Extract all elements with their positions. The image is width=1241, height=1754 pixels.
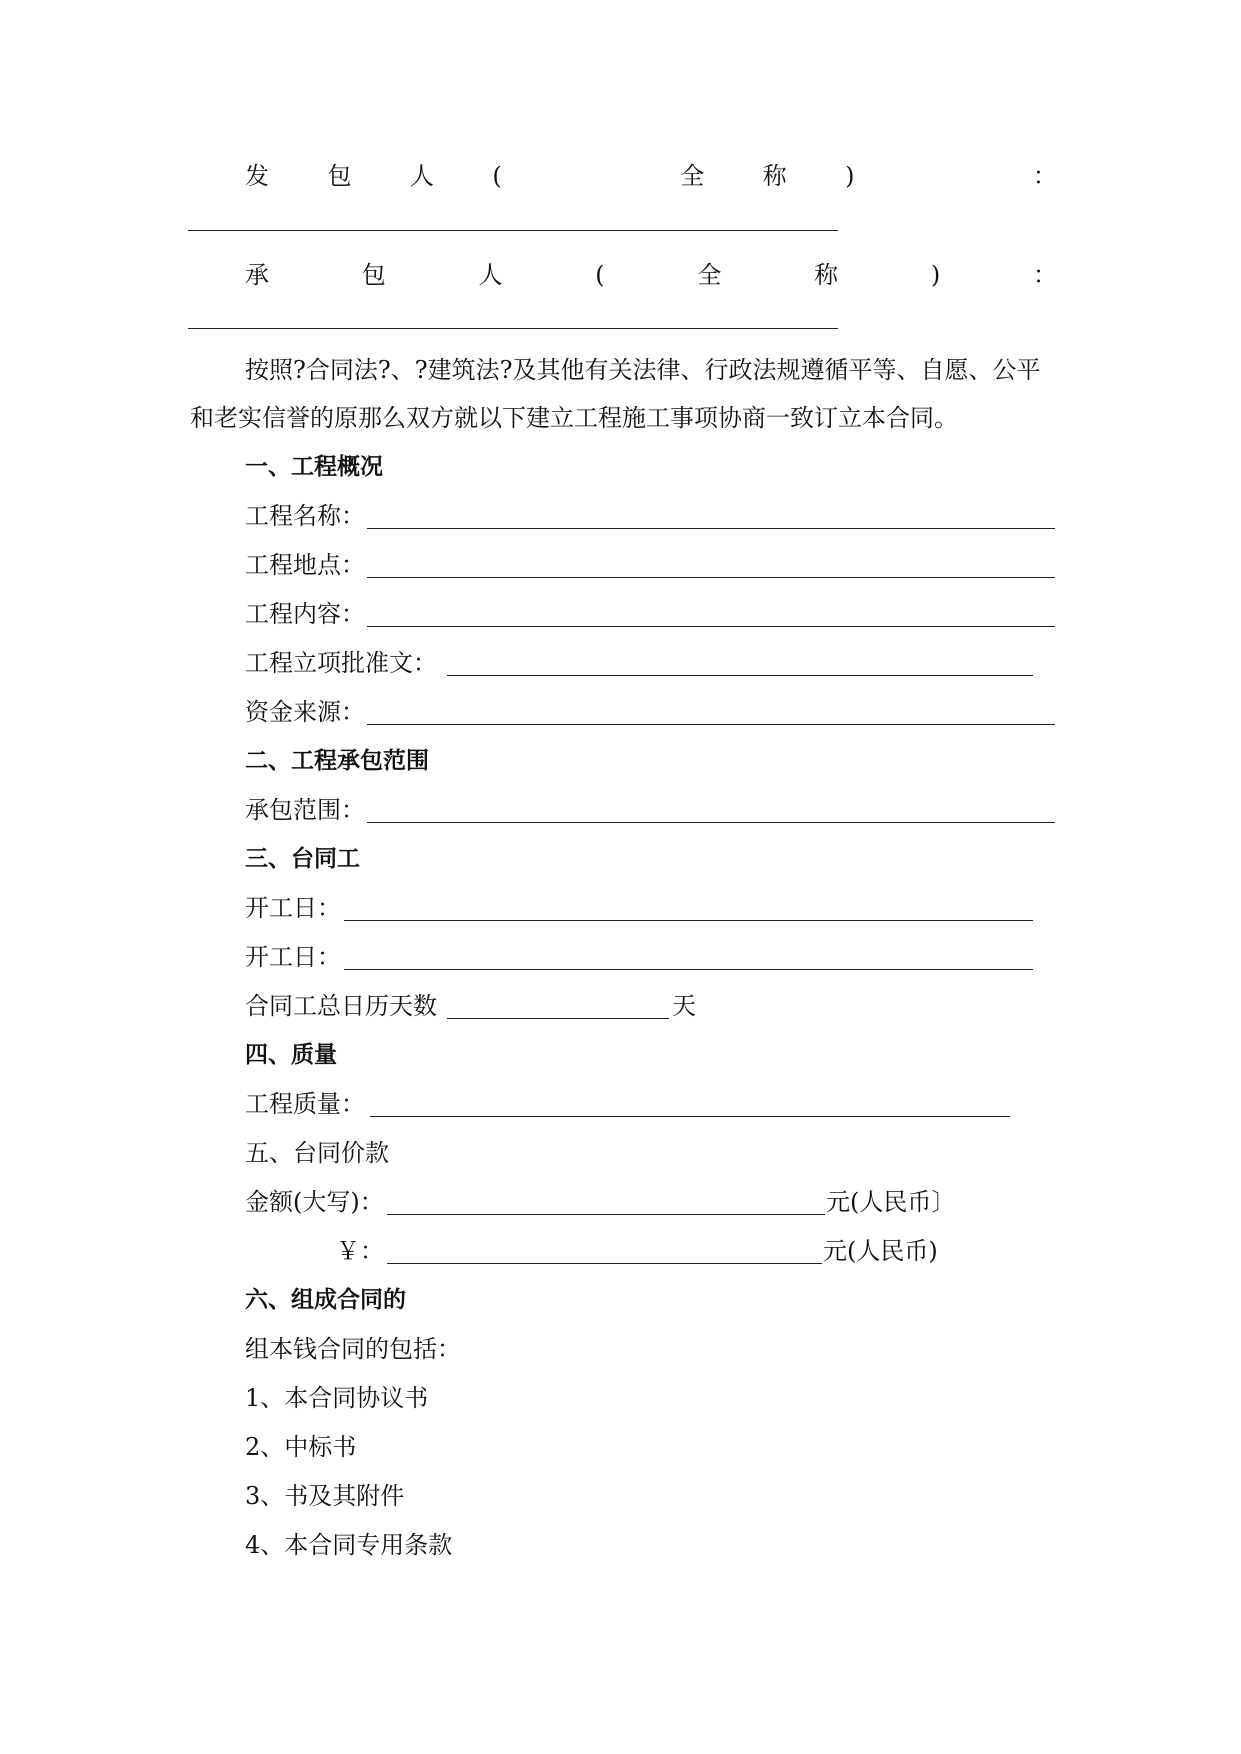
- section-3-heading: 三、台同工: [245, 846, 360, 872]
- yen-blank[interactable]: [387, 1263, 822, 1264]
- section-2-heading: 二、工程承包范围: [245, 748, 429, 774]
- contract-scope-label: 承包范围：: [245, 796, 365, 824]
- party-a-label: [245, 156, 1057, 196]
- amount-words-label: 金额(大写)：: [245, 1188, 384, 1216]
- amount-words-blank[interactable]: [387, 1214, 825, 1215]
- party-b-char: 全: [697, 261, 722, 289]
- party-b-char: 称: [814, 261, 839, 289]
- party-b-char: 包: [361, 261, 386, 289]
- party-b-label: [245, 255, 1057, 295]
- intro-line-2: 和老实信誉的原那么双方就以下建立工程施工事项协商一致订立本合同。: [190, 404, 958, 432]
- party-a-char: 称: [762, 162, 787, 190]
- party-b-char: (: [595, 261, 605, 289]
- contract-scope-blank[interactable]: [367, 822, 1055, 823]
- project-content-blank[interactable]: [367, 626, 1055, 627]
- project-location-blank[interactable]: [367, 577, 1055, 578]
- party-a-char: 人: [409, 162, 434, 190]
- section-1-heading: 一、工程概况: [245, 454, 383, 480]
- yen-suffix: 元(人民币): [823, 1237, 938, 1265]
- quality-label: 工程质量：: [245, 1090, 365, 1118]
- document-item: 3、书及其附件: [245, 1482, 405, 1510]
- yen-label: ￥：: [336, 1237, 384, 1265]
- end-date-blank[interactable]: [344, 969, 1033, 970]
- document-item: 2、中标书: [245, 1433, 357, 1461]
- party-a-blank[interactable]: [188, 230, 838, 231]
- start-date-blank[interactable]: [344, 920, 1033, 921]
- document-item: 1、本合同协议书: [245, 1384, 429, 1412]
- end-date-label: 开工日：: [245, 943, 341, 971]
- project-content-label: 工程内容：: [245, 600, 365, 628]
- quality-blank[interactable]: [370, 1116, 1010, 1117]
- party-b-char: 承: [245, 261, 269, 289]
- party-a-char: ): [845, 162, 855, 190]
- project-location-label: 工程地点：: [245, 551, 365, 579]
- project-approval-blank[interactable]: [447, 675, 1033, 676]
- total-days-suffix: 天: [672, 992, 696, 1020]
- party-b-char: 人: [478, 261, 503, 289]
- documents-intro: 组本钱合同的包括：: [245, 1335, 461, 1363]
- section-6-heading: 六、组成合同的: [245, 1287, 406, 1313]
- party-a-char: 包: [327, 162, 352, 190]
- party-a-char: 发: [245, 162, 269, 190]
- party-a-char: ：: [1032, 162, 1057, 190]
- section-5-heading: 五、台同价款: [245, 1139, 389, 1167]
- party-b-char: ): [930, 261, 941, 289]
- section-4-heading: 四、质量: [245, 1042, 337, 1068]
- intro-line-1: 按照?合同法?、?建筑法?及其他有关法律、行政法规遵循平等、自愿、公平: [245, 356, 1041, 384]
- party-a-char: (: [492, 162, 502, 190]
- amount-words-suffix: 元(人民币〕: [826, 1188, 956, 1216]
- party-b-blank[interactable]: [188, 328, 838, 329]
- project-approval-label: 工程立项批准文：: [245, 649, 437, 677]
- document-item: 4、本合同专用条款: [245, 1531, 453, 1559]
- total-days-label: 合同工总日历天数: [245, 992, 437, 1020]
- party-b-char: ：: [1033, 261, 1057, 289]
- project-name-blank[interactable]: [367, 528, 1055, 529]
- funding-source-label: 资金来源：: [245, 698, 365, 726]
- party-a-char: 全: [680, 162, 705, 190]
- total-days-blank[interactable]: [447, 1018, 669, 1019]
- project-name-label: 工程名称：: [245, 502, 365, 530]
- start-date-label: 开工日：: [245, 894, 341, 922]
- funding-source-blank[interactable]: [367, 724, 1055, 725]
